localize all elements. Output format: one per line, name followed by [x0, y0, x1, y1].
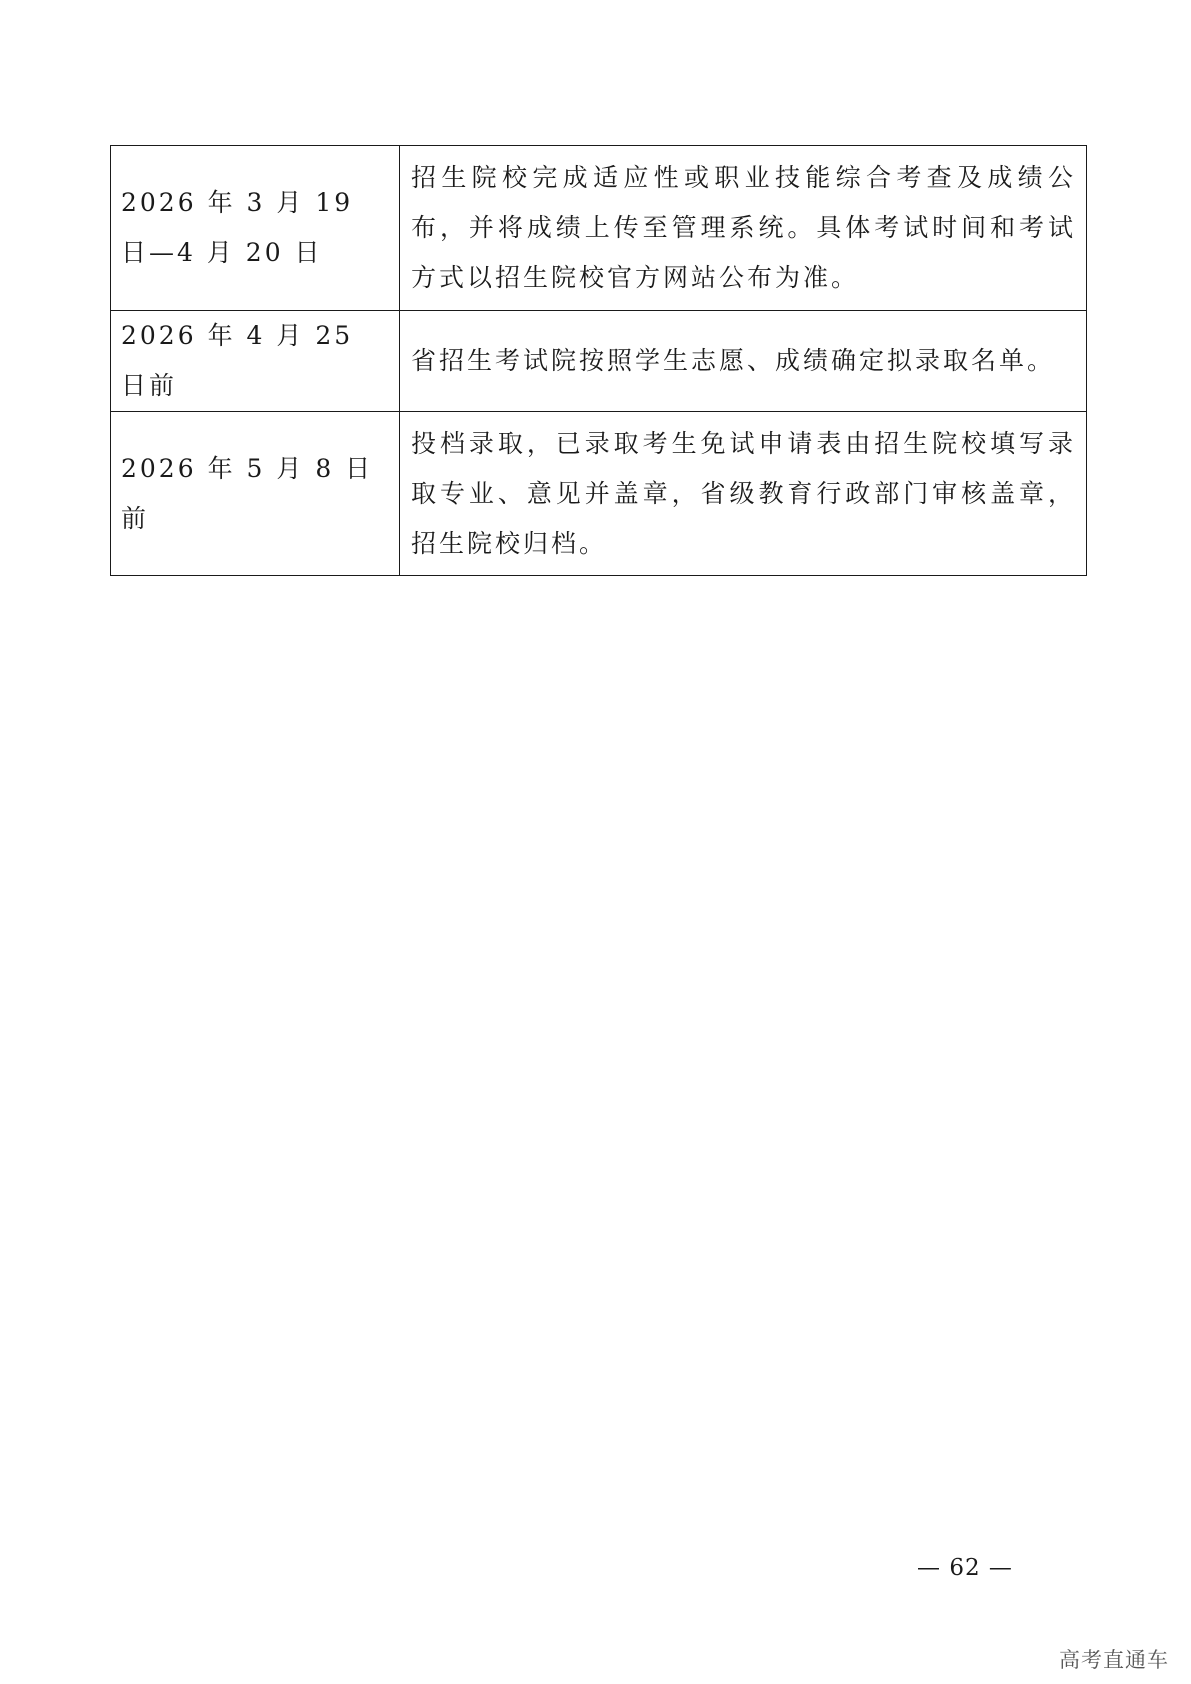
watermark: 高考直通车: [1059, 1648, 1169, 1672]
description-cell: 招生院校完成适应性或职业技能综合考查及成绩公布，并将成绩上传至管理系统。具体考试时间和考试方式以招生院校官方网站公布为准。: [400, 146, 1087, 311]
table-row: [111, 311, 1087, 412]
description-cell: 省招生考试院按照学生志愿、成绩确定拟录取名单。: [400, 311, 1087, 412]
date-cell: 2026 年 5 月 8 日前: [111, 412, 400, 576]
table-row: [111, 146, 1087, 311]
date-cell: 2026 年 4 月 25 日前: [111, 311, 400, 412]
table-row: [111, 412, 1087, 576]
date-cell: 2026 年 3 月 19 日—4 月 20 日: [111, 146, 400, 311]
description-cell: 投档录取，已录取考生免试申请表由招生院校填写录取专业、意见并盖章，省级教育行政部门审核盖章，招生院校归档。: [400, 412, 1087, 576]
page-number: — 62 —: [917, 1555, 1013, 1581]
schedule-table: [110, 145, 1087, 576]
